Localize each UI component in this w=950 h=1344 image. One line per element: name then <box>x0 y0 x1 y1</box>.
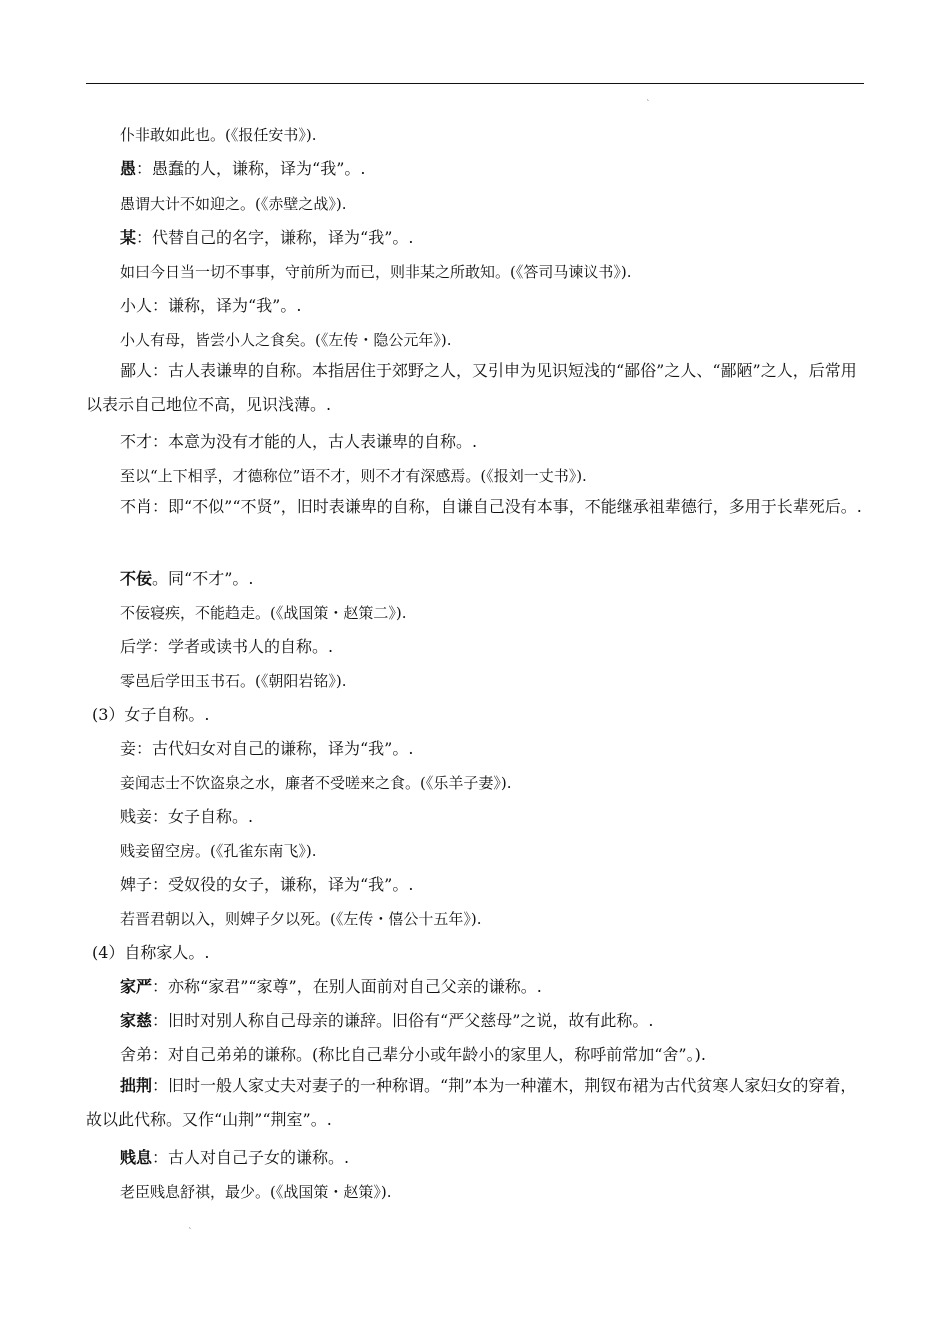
term-line: 某：代替自己的名字，谦称，译为“我”。. <box>120 228 414 247</box>
example-line: 至以“上下相孚，才德称位”语不才，则不才有深感焉。(《报刘一丈书》). <box>120 467 587 485</box>
term-paragraph: 拙荆：旧时一般人家丈夫对妻子的一种称谓。“荆”本为一种灌木，荆钗布裙为古代贫寒人家妇女的穿着，故以此代称。又作“山荆”“荆室”。. <box>86 1076 857 1129</box>
example-line: 仆非敢如此也。(《报任安书》). <box>120 126 317 144</box>
example-line: 如曰今日当一切不事事，守前所为而已，则非某之所敢知。(《答司马谏议书》). <box>120 263 632 281</box>
term: 不佞 <box>120 569 153 588</box>
term-line: 家慈：旧时对别人称自己母亲的谦辞。旧俗有“严父慈母”之说，故有此称。. <box>120 1011 654 1030</box>
term-paragraph: 鄙人：古人表谦卑的自称。本指居住于郊野之人，又引申为见识短浅的“鄙俗”之人、“鄙陋”之人，后常用以表示自己地位不高，见识浅薄。. <box>86 361 857 414</box>
term-line: 不佞。同“不才”。. <box>120 569 254 588</box>
term: 愚 <box>120 159 137 178</box>
example-line: 愚谓大计不如迎之。(《赤壁之战》). <box>120 195 347 213</box>
term-line: 小人：谦称，译为“我”。. <box>120 296 302 315</box>
header-rule <box>86 83 864 84</box>
term-line: 愚：愚蠢的人，谦称，译为“我”。. <box>120 159 366 178</box>
term: 家严 <box>120 977 153 996</box>
term-line: 不才：本意为没有才能的人，古人表谦卑的自称。. <box>120 432 478 451</box>
example-line: 不佞寝疾，不能趋走。(《战国策・赵策二》). <box>120 604 407 622</box>
example-line: 零邑后学田玉书石。(《朝阳岩铭》). <box>120 672 347 690</box>
section-heading: (4）自称家人。. <box>92 943 210 962</box>
term-line: 妾：古代妇女对自己的谦称，译为“我”。. <box>120 739 414 758</box>
term: 贱息 <box>120 1148 153 1167</box>
term-line: 婢子：受奴役的女子，谦称，译为“我”。. <box>120 875 414 894</box>
term: 某 <box>120 228 137 247</box>
term: 拙荆 <box>120 1076 153 1095</box>
term-line: 家严：亦称“家君”“家尊”，在别人面前对自己父亲的谦称。. <box>120 977 542 996</box>
footer-mark: ˛ <box>188 1220 192 1229</box>
term-line: 贱妾：女子自称。. <box>120 807 254 826</box>
example-line: 若晋君朝以入，则婢子夕以死。(《左传・僖公十五年》). <box>120 910 482 928</box>
term: 家慈 <box>120 1011 153 1030</box>
section-heading: (3）女子自称。. <box>92 705 210 724</box>
term-line: 舍弟：对自己弟弟的谦称。(称比自己辈分小或年龄小的家里人，称呼前常加“舍”。). <box>120 1045 706 1064</box>
example-line: 老臣贱息舒祺，最少。(《战国策・赵策》). <box>120 1183 392 1201</box>
term-line: 贱息：古人对自己子女的谦称。. <box>120 1148 350 1167</box>
header-mark: ˛ <box>646 92 650 101</box>
term-line: 后学：学者或读书人的自称。. <box>120 637 334 656</box>
example-line: 妾闻志士不饮盗泉之水，廉者不受嗟来之食。(《乐羊子妻》). <box>120 774 512 792</box>
term-paragraph: 不肖：即“不似”“不贤”，旧时表谦卑的自称，自谦自己没有本事，不能继承祖辈德行，多用于长辈死后。. <box>120 497 862 516</box>
example-line: 小人有母，皆尝小人之食矣。(《左传・隐公元年》). <box>120 331 452 349</box>
example-line: 贱妾留空房。(《孔雀东南飞》). <box>120 842 317 860</box>
